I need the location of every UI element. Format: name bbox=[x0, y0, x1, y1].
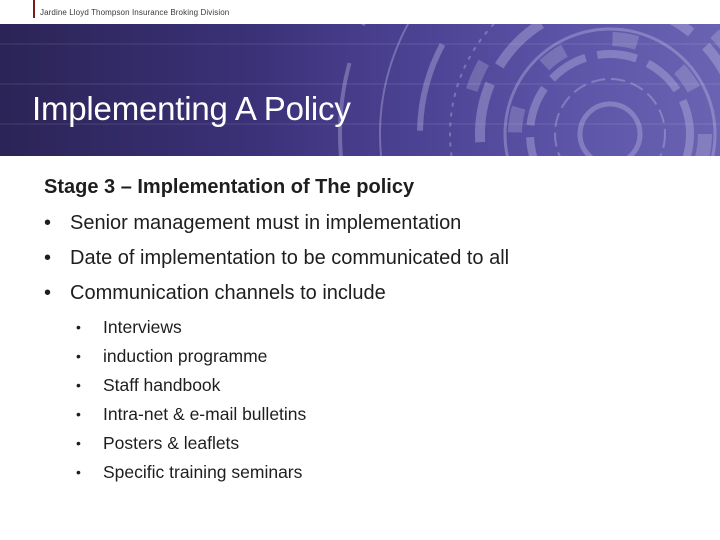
header-rule bbox=[33, 0, 35, 18]
sub-bullet-list bbox=[44, 313, 704, 487]
bullet-icon: • bbox=[44, 282, 52, 304]
bullet-icon: • bbox=[76, 435, 81, 451]
bullet-text: Communication channels to include bbox=[70, 282, 386, 304]
bullet-icon: • bbox=[44, 212, 52, 234]
sub-bullet-text: Specific training seminars bbox=[103, 462, 303, 482]
bullet-text: Date of implementation to be communicated to all bbox=[70, 247, 510, 269]
sub-bullet-item bbox=[44, 342, 704, 371]
bullet-icon: • bbox=[76, 348, 81, 364]
stage-heading: Stage 3 – Implementation of The policy bbox=[44, 176, 415, 198]
sub-bullet-text: Posters & leaflets bbox=[103, 433, 240, 453]
header-bar bbox=[0, 0, 720, 24]
sub-bullet-item bbox=[44, 458, 704, 487]
division-label: Jardine Lloyd Thompson Insurance Broking Division bbox=[40, 8, 230, 17]
bullet-icon: • bbox=[76, 377, 81, 393]
sub-bullet-text: Interviews bbox=[103, 317, 182, 337]
sub-bullet-text: Staff handbook bbox=[103, 375, 221, 395]
sub-bullet-text: induction programme bbox=[103, 346, 268, 366]
bullet-icon: • bbox=[76, 319, 81, 335]
bullet-item bbox=[44, 276, 704, 311]
bullet-icon: • bbox=[76, 406, 81, 422]
bullet-item bbox=[44, 206, 704, 241]
sub-bullet-item bbox=[44, 400, 704, 429]
bullet-icon: • bbox=[76, 464, 81, 480]
slide-content bbox=[44, 172, 704, 487]
bullet-icon: • bbox=[44, 247, 52, 269]
bullet-text: Senior management must in implementation bbox=[70, 212, 462, 234]
sub-bullet-item bbox=[44, 429, 704, 458]
bullet-item bbox=[44, 241, 704, 276]
title-banner bbox=[0, 24, 720, 156]
slide-title: Implementing A Policy bbox=[32, 90, 351, 127]
sub-bullet-text: Intra-net & e-mail bulletins bbox=[103, 404, 307, 424]
sub-bullet-item bbox=[44, 313, 704, 342]
sub-bullet-item bbox=[44, 371, 704, 400]
